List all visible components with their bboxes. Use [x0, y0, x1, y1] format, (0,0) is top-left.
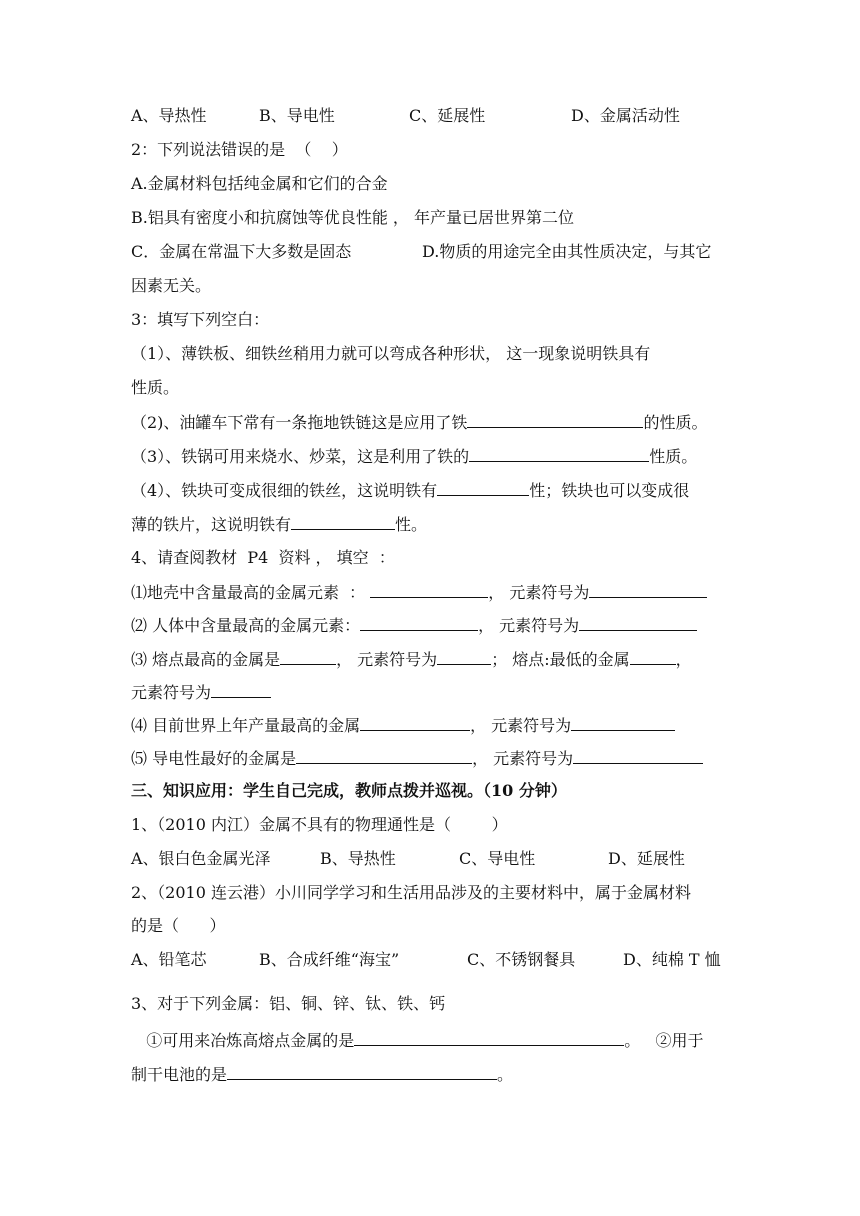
q4-item5-text: ⑸ 导电性最好的金属是: [131, 749, 297, 768]
answer-blank[interactable]: [360, 715, 470, 731]
q4-item1-text: ⑴地壳中含量最高的金属元素 ：: [131, 583, 366, 602]
q4-item4-mid: ， 元素符号为: [470, 716, 572, 735]
answer-blank[interactable]: [467, 412, 643, 428]
q3-part3-end: 性质。: [649, 447, 698, 466]
section-heading: 三、知识应用：学生自己完成，教师点拨并巡视。（10 分钟）: [131, 781, 567, 800]
q4-item3-mid2: ； 熔点:最低的金属: [491, 650, 630, 669]
answer-blank[interactable]: [469, 446, 649, 462]
q4-item2-mid: ， 元素符号为: [478, 616, 580, 635]
q3-stem: 3：填写下列空白：: [131, 310, 270, 329]
q4-item2: [131, 615, 697, 636]
q4-item3b-text: 元素符号为: [131, 683, 212, 702]
q4-item3-text: ⑶ 熔点最高的金属是: [131, 650, 281, 669]
app2-stem: 2、（2010 连云港）小川同学学习和生活用品涉及的主要材料中，属于金属材料: [131, 883, 691, 902]
app2-stem-cont: 的是（ ）: [131, 916, 226, 935]
app3-part1-text: ①可用来冶炼高熔点金属的是: [131, 1031, 355, 1050]
answer-blank[interactable]: [579, 615, 697, 631]
q4-item2-text: ⑵ 人体中含量最高的金属元素：: [131, 616, 361, 635]
q3-part1: （1）、薄铁板、细铁丝稍用力就可以弯成各种形状， 这一现象说明铁具有: [131, 344, 651, 363]
app3-part1-end: 。 ②用于: [624, 1031, 704, 1050]
q4-item4-text: ⑷ 目前世界上年产量最高的金属: [131, 716, 361, 735]
app1-option-d: D、延展性: [608, 849, 685, 868]
app1-option-a: A、银白色金属光泽: [131, 849, 271, 868]
q3-part2-text: （2)、油罐车下常有一条拖地铁链这是应用了铁: [131, 413, 468, 432]
q3-part1-cont: 性质。: [131, 378, 180, 397]
q2-option-b: B.铝具有密度小和抗腐蚀等优良性能 ， 年产量已居世界第二位: [131, 208, 575, 227]
q3-part2-end: 的性质。: [643, 413, 708, 432]
q4-item5: [131, 748, 703, 769]
q4-item3-end: ，: [675, 650, 692, 669]
option-d: D、金属活动性: [571, 106, 680, 125]
app1-option-c: C、导电性: [459, 849, 536, 868]
app3-part1: [131, 1030, 704, 1051]
q4-item3: [131, 649, 692, 670]
option-c: C、延展性: [409, 106, 486, 125]
q2-option-a: A.金属材料包括纯金属和它们的合金: [131, 174, 388, 193]
answer-blank[interactable]: [370, 582, 488, 598]
q2-option-d: D.物质的用途完全由其性质决定，与其它: [422, 242, 712, 261]
answer-blank[interactable]: [437, 480, 529, 496]
app3-part2-end: 。: [497, 1065, 514, 1084]
answer-blank[interactable]: [296, 748, 472, 764]
q3-part4b-text: 薄的铁片，这说明铁有: [131, 515, 292, 534]
option-a: A、导热性: [131, 106, 207, 125]
answer-blank[interactable]: [227, 1064, 497, 1080]
q2-option-c: C．金属在常温下大多数是固态: [131, 242, 352, 261]
answer-blank[interactable]: [354, 1030, 624, 1046]
q3-part4-text: （4）、铁块可变成很细的铁丝，这说明铁有: [131, 481, 438, 500]
q4-item5-mid: ， 元素符号为: [472, 749, 574, 768]
q4-item4: [131, 715, 675, 736]
app2-option-a: A、铅笔芯: [131, 950, 207, 969]
answer-blank[interactable]: [280, 649, 336, 665]
answer-blank[interactable]: [573, 748, 703, 764]
app2-option-c: C、不锈钢餐具: [467, 950, 576, 969]
app1-stem: 1、（2010 内江）金属不具有的物理通性是（ ）: [131, 815, 508, 834]
answer-blank[interactable]: [571, 715, 675, 731]
q4-item3-mid1: ， 元素符号为: [336, 650, 438, 669]
q3-part2: [131, 412, 707, 433]
q2-stem: 2：下列说法错误的是 （ ）: [131, 140, 348, 159]
answer-blank[interactable]: [630, 649, 676, 665]
answer-blank[interactable]: [211, 682, 271, 698]
q3-part3-text: （3）、铁锅可用来烧水、炒菜，这是利用了铁的: [131, 447, 470, 466]
answer-blank[interactable]: [291, 514, 395, 530]
app3-part2: [131, 1064, 513, 1085]
app2-option-b: B、合成纤维“海宝”: [259, 950, 400, 969]
q2-option-d-cont: 因素无关。: [131, 276, 212, 295]
app1-option-b: B、导热性: [320, 849, 396, 868]
q4-item1-mid: ， 元素符号为: [488, 583, 590, 602]
q4-item3-cont: [131, 682, 271, 703]
q3-part4-mid: 性；铁块也可以变成很: [529, 481, 690, 500]
app3-stem: 3、对于下列金属：铝、铜、锌、钛、铁、钙: [131, 994, 446, 1013]
q4-stem: 4、请查阅教材 P4 资料 ， 填空 ：: [131, 548, 395, 567]
app2-option-d: D、纯棉 T 恤: [623, 950, 721, 969]
q3-part3: [131, 446, 697, 467]
app3-part2-text: 制干电池的是: [131, 1065, 228, 1084]
q4-item1: [131, 582, 707, 603]
answer-blank[interactable]: [437, 649, 491, 665]
answer-blank[interactable]: [589, 582, 707, 598]
q3-part4: [131, 480, 689, 501]
answer-blank[interactable]: [360, 615, 478, 631]
q3-part4b-end: 性。: [395, 515, 428, 534]
option-b: B、导电性: [259, 106, 335, 125]
q3-part4-cont: [131, 514, 427, 535]
